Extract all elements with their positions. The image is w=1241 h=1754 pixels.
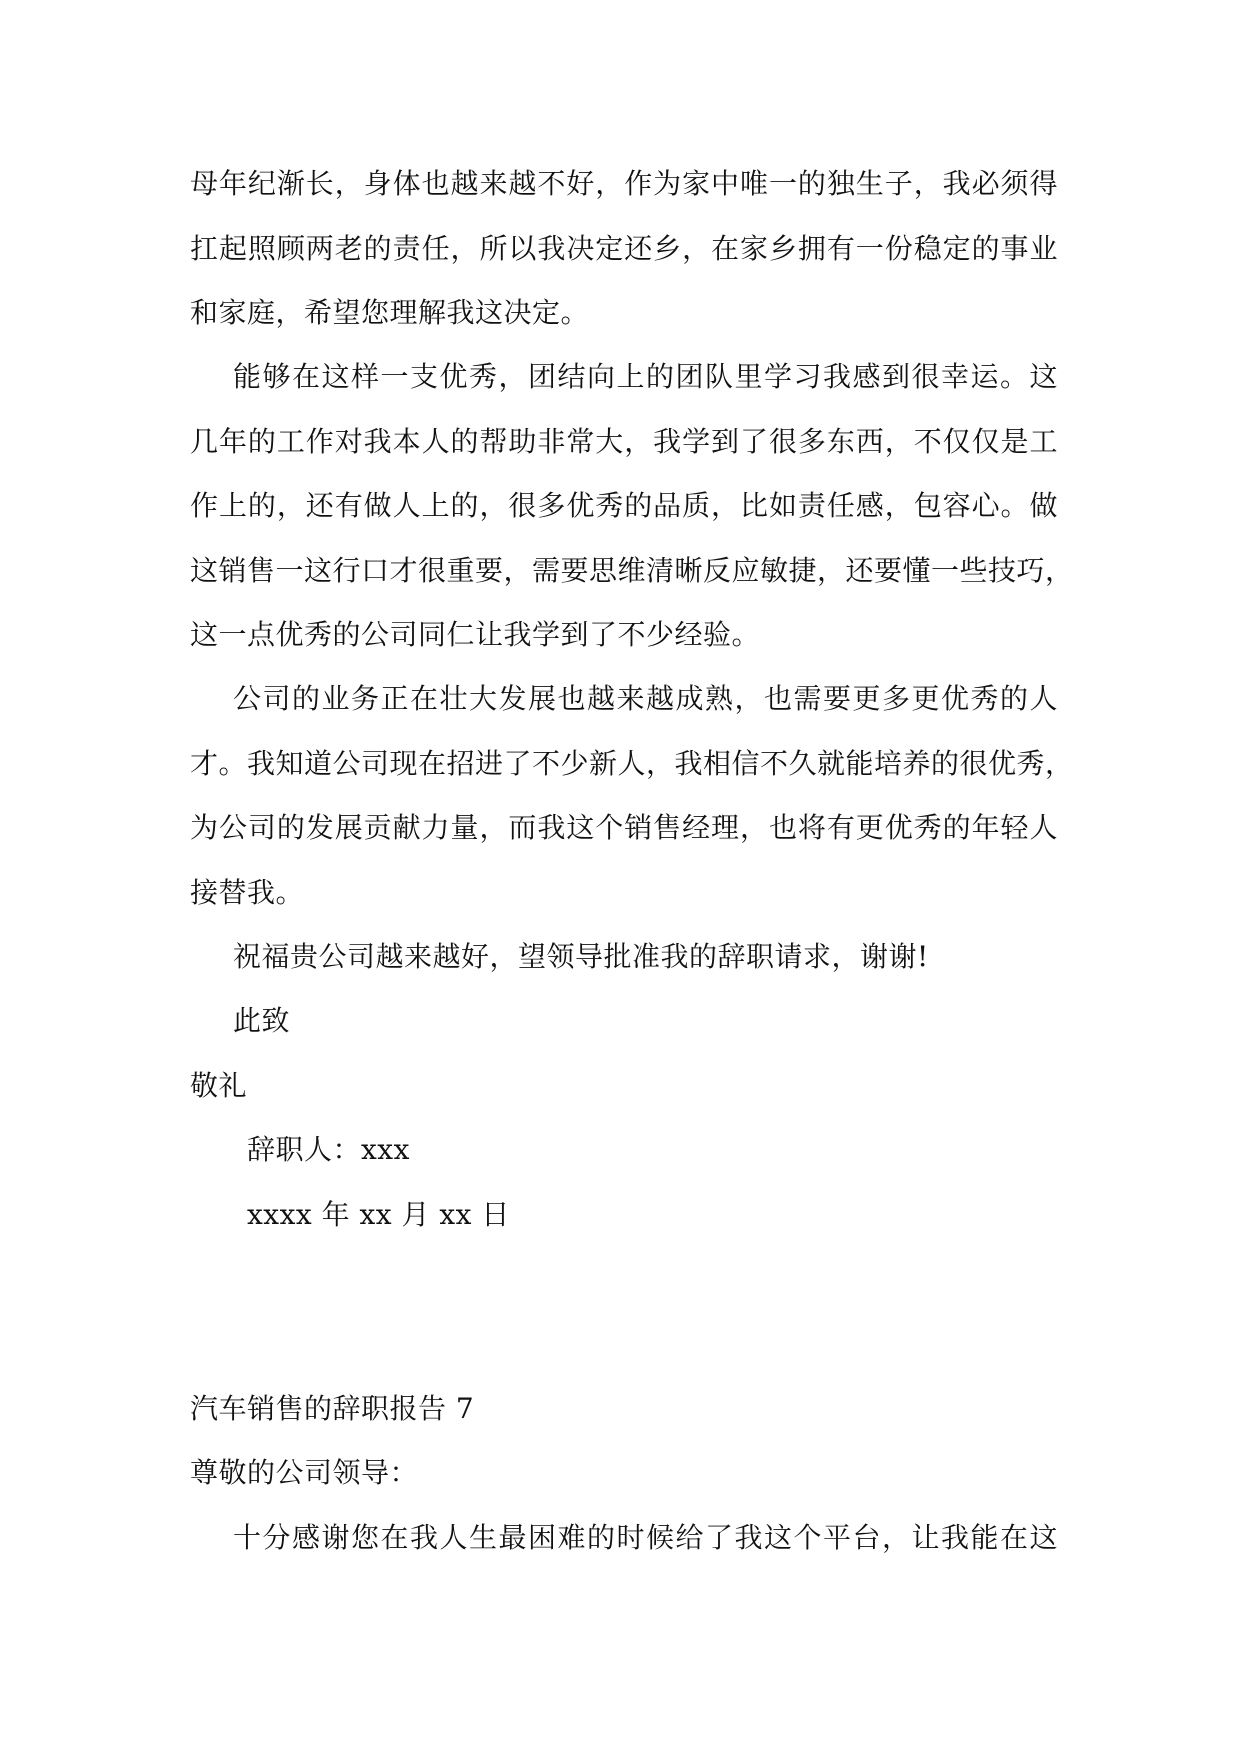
salutation-jingli: 敬礼: [190, 1069, 248, 1102]
body-text-line: 接替我。: [190, 876, 305, 909]
paragraph-first-line: 能够在这样一支优秀，团结向上的团队里学习我感到很幸运。这: [233, 360, 1058, 393]
body-text-line: 和家庭，希望您理解我这决定。: [190, 296, 590, 329]
body-text-line: 母年纪渐长，身体也越来越不好，作为家中唯一的独生子，我必须得: [190, 167, 1058, 200]
body-text-line: 几年的工作对我本人的帮助非常大，我学到了很多东西，不仅仅是工: [190, 425, 1058, 458]
body-text-line: 扛起照顾两老的责任，所以我决定还乡，在家乡拥有一份稳定的事业: [190, 232, 1058, 265]
signature-date: xxxx 年 xx 月 xx 日: [247, 1198, 510, 1231]
signatory: 辞职人：xxx: [247, 1133, 410, 1166]
body-text-line: 这销售一这行口才很重要，需要思维清晰反应敏捷，还要懂一些技巧，: [190, 554, 1074, 587]
body-text-line: 为公司的发展贡献力量，而我这个销售经理，也将有更优秀的年轻人: [190, 811, 1058, 844]
salutation-cizhi: 此致: [233, 1004, 291, 1037]
section-title: 汽车销售的辞职报告 7: [190, 1392, 475, 1425]
paragraph-first-line: 十分感谢您在我人生最困难的时候给了我这个平台，让我能在这: [233, 1521, 1058, 1554]
closing-wish: 祝福贵公司越来越好，望领导批准我的辞职请求，谢谢!: [233, 940, 929, 973]
letter-greeting: 尊敬的公司领导：: [190, 1456, 419, 1489]
body-text-line: 作上的，还有做人上的，很多优秀的品质，比如责任感，包容心。做: [190, 489, 1058, 522]
body-text-line: 这一点优秀的公司同仁让我学到了不少经验。: [190, 618, 761, 651]
body-text-line: 才。我知道公司现在招进了不少新人，我相信不久就能培养的很优秀，: [190, 747, 1074, 780]
paragraph-first-line: 公司的业务正在壮大发展也越来越成熟，也需要更多更优秀的人: [233, 682, 1058, 715]
